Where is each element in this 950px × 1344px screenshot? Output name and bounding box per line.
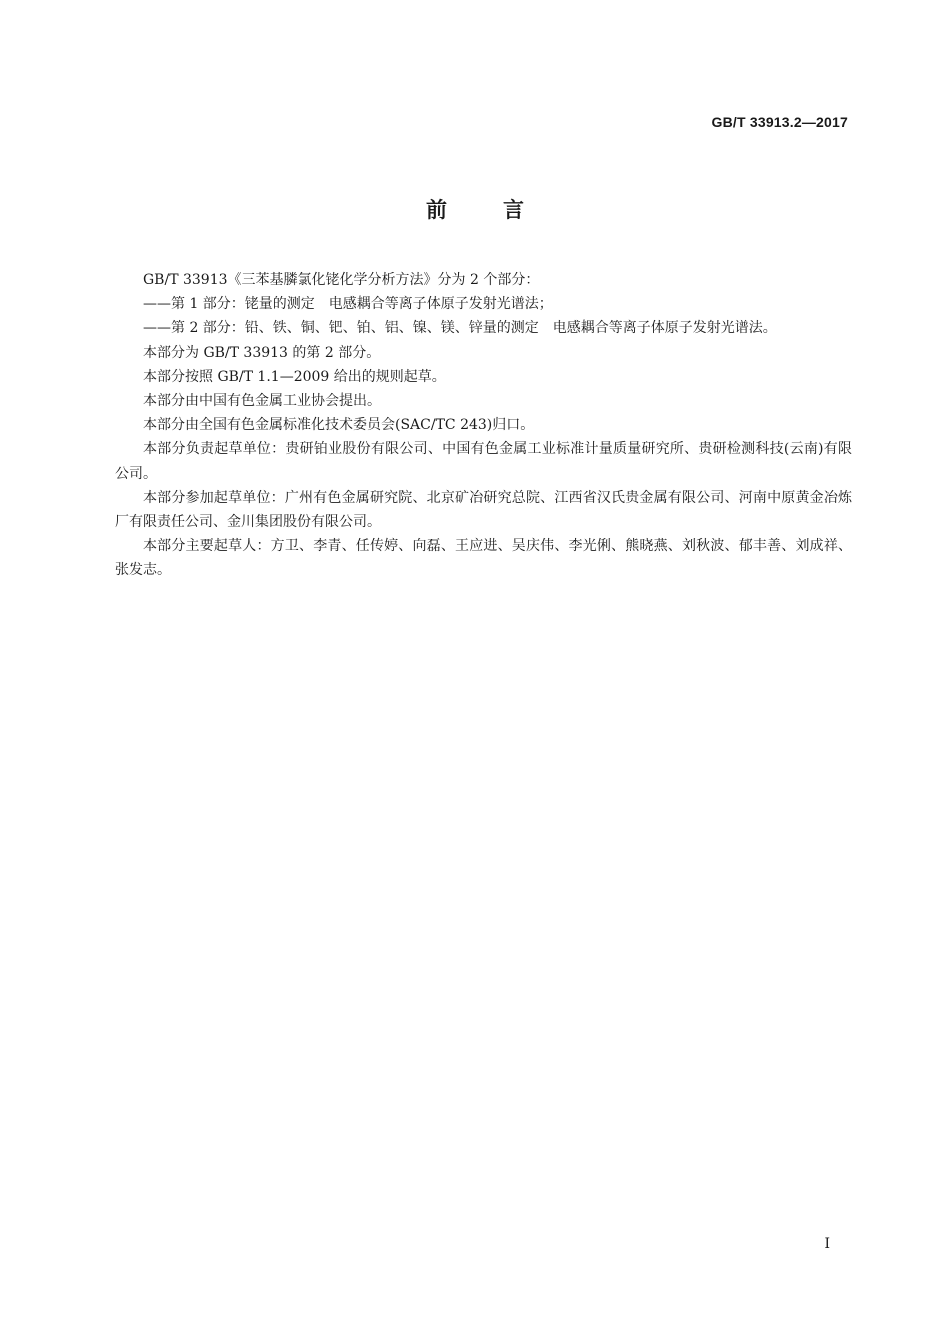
- title-char-2: 言: [503, 198, 524, 222]
- foreword-body: [115, 268, 852, 583]
- paragraph-drafting-rules: 本部分按照 GB/T 1.1—2009 给出的规则起草。: [143, 368, 446, 385]
- paragraph-part-1: ——第 1 部分：铑量的测定 电感耦合等离子体原子发射光谱法；: [143, 296, 553, 313]
- paragraph-part-2: ——第 2 部分：铅、铁、铜、钯、铂、铝、镍、镁、锌量的测定 电感耦合等离子体原子发射光谱法。: [143, 320, 777, 337]
- document-code: GB/T 33913.2—2017: [711, 114, 848, 130]
- paragraph-administered-by: 本部分由全国有色金属标准化技术委员会(SAC/TC 243)归口。: [143, 417, 535, 434]
- page-title: [0, 194, 950, 224]
- title-char-1: 前: [426, 198, 447, 222]
- paragraph-this-part: 本部分为 GB/T 33913 的第 2 部分。: [143, 344, 381, 361]
- paragraph-intro: GB/T 33913《三苯基膦氯化铑化学分析方法》分为 2 个部分：: [143, 272, 540, 288]
- paragraph-participating-units: 本部分参加起草单位：广州有色金属研究院、北京矿冶研究总院、江西省汉氏贵金属有限公司、河南中原黄金冶炼厂有限责任公司、金川集团股份有限公司。: [115, 489, 852, 531]
- paragraph-proposed-by: 本部分由中国有色金属工业协会提出。: [143, 393, 381, 410]
- paragraph-responsible-units: 本部分负责起草单位：贵研铂业股份有限公司、中国有色金属工业标准计量质量研究所、贵研检测科技(云南)有限公司。: [115, 441, 852, 482]
- page-number: I: [824, 1236, 830, 1252]
- paragraph-main-drafters: 本部分主要起草人：方卫、李青、任传婷、向磊、王应进、吴庆伟、李光俐、熊晓燕、刘秋波、郁丰善、刘成祥、张发志。: [115, 538, 852, 579]
